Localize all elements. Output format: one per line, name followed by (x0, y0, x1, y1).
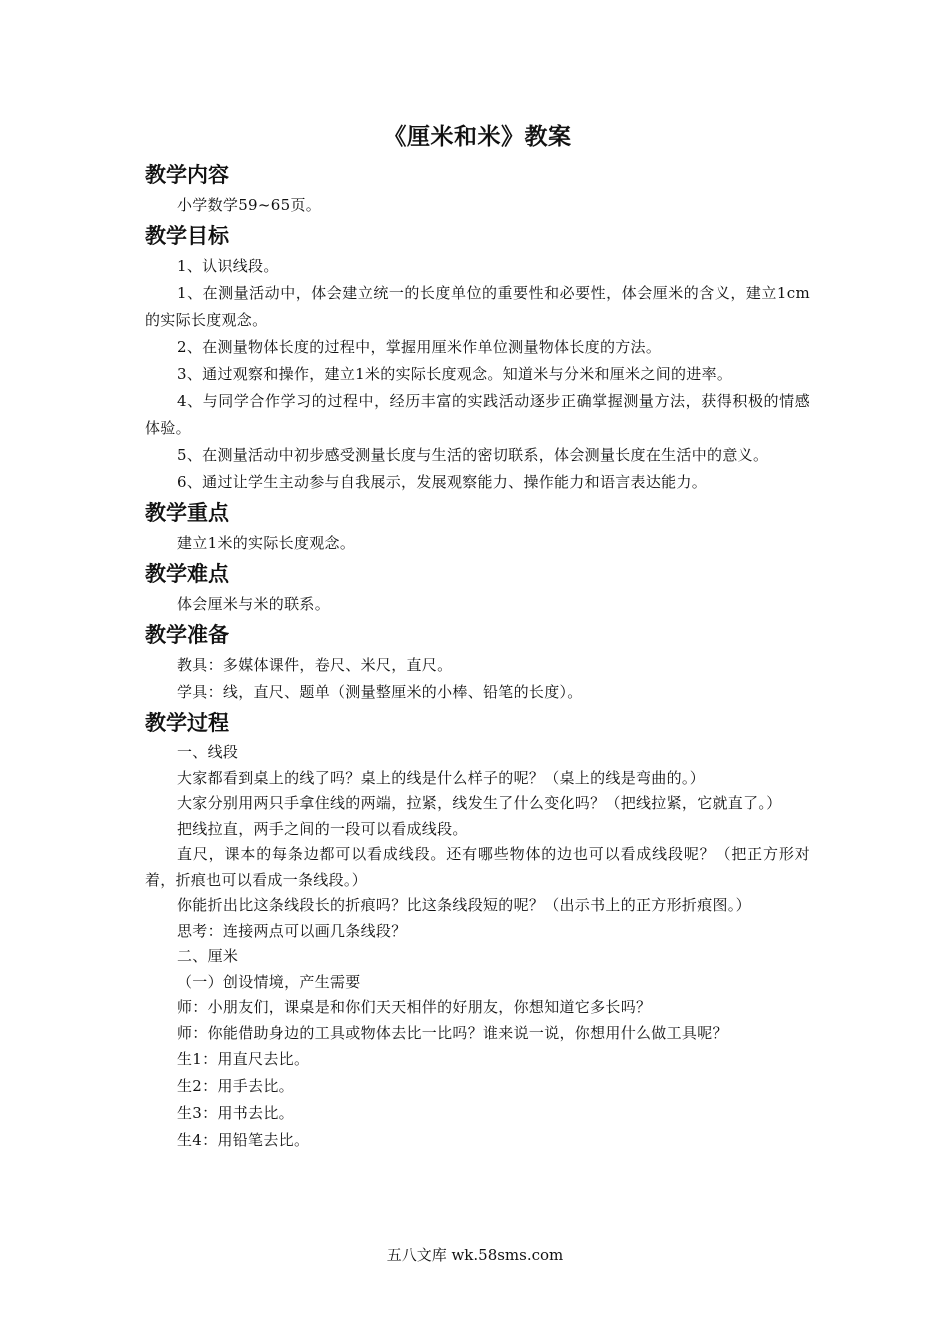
paragraph: 二、厘米 (177, 947, 239, 965)
document-body (145, 118, 810, 1154)
paragraph: 3、通过观察和操作，建立1米的实际长度观念。知道米与分米和厘米之间的进率。 (177, 365, 733, 383)
paragraph: 6、通过让学生主动参与自我展示，发展观察能力、操作能力和语言表达能力。 (177, 473, 708, 491)
paragraph: 4、与同学合作学习的过程中，经历丰富的实践活动逐步正确掌握测量方法，获得积极的情感体验。 (145, 392, 810, 437)
section-objectives (145, 219, 810, 496)
section-key-points (145, 496, 810, 557)
document-title: 《厘米和米》教案 (383, 124, 572, 150)
section-heading: 教学过程 (145, 711, 229, 735)
paragraph: 1、认识线段。 (177, 257, 279, 275)
paragraph: 2、在测量物体长度的过程中，掌握用厘米作单位测量物体长度的方法。 (177, 338, 662, 356)
paragraph: 生3：用书去比。 (177, 1104, 294, 1122)
section-process (145, 706, 810, 1154)
paragraph: 1、在测量活动中，体会建立统一的长度单位的重要性和必要性，体会厘米的含义，建立1cm的实际长度观念。 (145, 284, 810, 329)
paragraph: 大家分别用两只手拿住线的两端，拉紧，线发生了什么变化吗？（把线拉紧，它就直了。） (177, 794, 782, 812)
paragraph: 直尺，课本的每条边都可以看成线段。还有哪些物体的边也可以看成线段呢？（把正方形对着，折痕也可以看成一条线段。） (145, 845, 810, 889)
paragraph: 5、在测量活动中初步感受测量长度与生活的密切联系，体会测量长度在生活中的意义。 (177, 446, 769, 464)
section-content (145, 158, 810, 219)
paragraph: 体会厘米与米的联系。 (177, 595, 331, 613)
paragraph: 师：你能借助身边的工具或物体去比一比吗？谁来说一说，你想用什么做工具呢？ (177, 1023, 728, 1042)
section-heading: 教学准备 (145, 623, 229, 647)
paragraph: 生4：用铅笔去比。 (177, 1131, 310, 1149)
section-heading: 教学目标 (145, 224, 229, 248)
section-heading: 教学内容 (145, 163, 229, 187)
paragraph: 师：小朋友们，课桌是和你们天天相伴的好朋友，你想知道它多长吗？ (177, 998, 652, 1016)
paragraph: 建立1米的实际长度观念。 (177, 534, 356, 552)
section-preparation (145, 618, 810, 706)
paragraph: 教具：多媒体课件，卷尺、米尺，直尺。 (177, 656, 453, 674)
paragraph: 生2：用手去比。 (177, 1077, 294, 1095)
paragraph: 学具：线，直尺、题单（测量整厘米的小棒、铅笔的长度）。 (177, 683, 583, 701)
section-heading: 教学重点 (145, 501, 229, 525)
paragraph: 思考：连接两点可以画几条线段？ (177, 921, 407, 940)
page-footer: 五八文库 wk.58sms.com (386, 1246, 564, 1264)
paragraph: 一、线段 (177, 743, 239, 761)
paragraph: 生1：用直尺去比。 (177, 1050, 310, 1068)
section-difficulties (145, 557, 810, 618)
paragraph: 大家都看到桌上的线了吗？桌上的线是什么样子的呢？（桌上的线是弯曲的。） (177, 768, 706, 787)
section-heading: 教学难点 (145, 562, 229, 586)
paragraph: 小学数学59~65页。 (177, 196, 322, 214)
paragraph: （一）创设情境，产生需要 (177, 972, 361, 991)
paragraph: 你能折出比这条线段长的折痕吗？比这条线段短的呢？（出示书上的正方形折痕图。） (177, 896, 751, 914)
paragraph: 把线拉直，两手之间的一段可以看成线段。 (177, 819, 468, 838)
